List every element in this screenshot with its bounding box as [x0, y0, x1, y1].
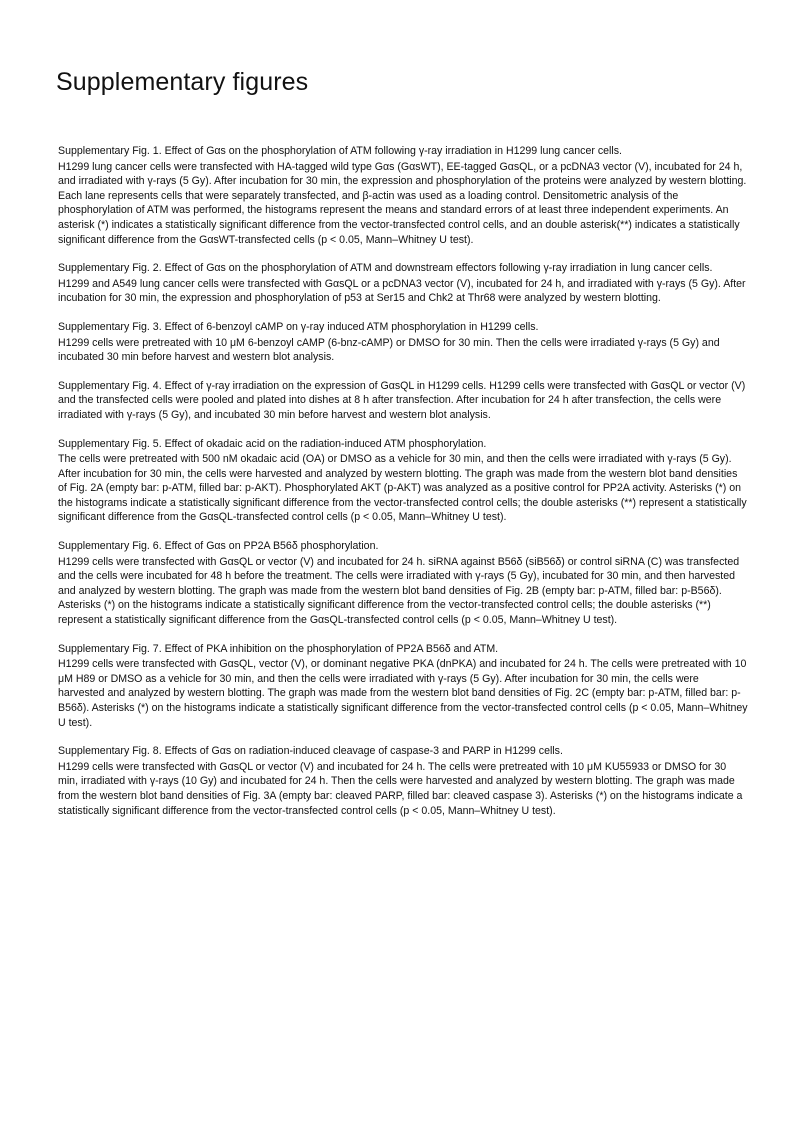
figure-heading-1: Supplementary Fig. 1. Effect of Gαs on the phosphorylation of ATM following γ-ray irradiation in H1299 lung cancer cells.	[58, 145, 622, 157]
figure-body-3: H1299 cells were pretreated with 10 μM 6-benzoyl cAMP (6-bnz-cAMP) or DMSO for 30 min. Then the cells were irradiated γ-rays (5 Gy) and incubated 30 min before harvest and western blot analysis.	[58, 336, 720, 364]
figure-legend-8	[58, 744, 748, 818]
figure-heading-2: Supplementary Fig. 2. Effect of Gαs on the phosphorylation of ATM and downstream effectors following γ-ray irradiation in lung cancer cells.	[58, 262, 713, 275]
figure-body-6: H1299 cells were transfected with GαsQL or vector (V) and incubated for 24 h. siRNA against B56δ (siB56δ) or control siRNA (C) was transfected and the cells were incubated for 48 h before the treatment. The cells were irradiated with γ-rays (5 Gy), incubated for 30 min, and then harvested and analyzed by western blotting. The graph was made from the western blot band densities of Fig. 2B (empty bar: p-ATM, filled bar: p-B56δ). Asterisks (*) on the histograms indicate a statistically significant difference from the vector-transfected control cells; the double asterisks (**) represent a statistically significant difference from the GαsQL-transfected control cells (p < 0.05, Mann–Whitney U test).	[58, 555, 740, 627]
figure-body-2: H1299 and A549 lung cancer cells were transfected with GαsQL or a pcDNA3 vector (V), incubated for 24 h, and irradiated with γ-rays (5 Gy). After incubation for 30 min, the expression and phosphorylation of p53 at Ser15 and Chk2 at Thr68 were analyzed by western blotting.	[58, 277, 746, 305]
figure-legend-2	[58, 261, 748, 306]
figure-heading-5: Supplementary Fig. 5. Effect of okadaic acid on the radiation-induced ATM phosphorylation.	[58, 437, 487, 450]
figure-body-1: H1299 lung cancer cells were transfected with HA-tagged wild type Gαs (GαsWT), EE-tagged GαsQL, or a pcDNA3 vector (V), incubated for 24 h, and irradiated with γ-rays (5 Gy). After incubation for 30 min, the expression and phosphorylation of the proteins were analyzed by western blotting. Each lane represents cells that were separately transfected, and β-actin was used as a loading control. Densitometric analysis of the phosphorylation of ATM was performed, the histograms represent the means and standard errors of at least three independent experiments. An asterisk (*) indicates a statistically significant difference from the vector-transfected control cells, and an double asterisk(**) indicates a statistically significant difference from the GαsWT-transfected cells (p < 0.05, Mann–Whitney U test).	[58, 160, 747, 246]
figure-heading-7: Supplementary Fig. 7. Effect of PKA inhibition on the phosphorylation of PP2A B56δ and ATM.	[58, 642, 499, 655]
figure-body-5: The cells were pretreated with 500 nM okadaic acid (OA) or DMSO as a vehicle for 30 min, and then the cells were irradiated with γ-rays (5 Gy). After incubation for 30 min, the cells were harvested and analyzed by western blotting. The graph was made from the western blot band densities of Fig. 2A (empty bar: p-ATM, filled bar: p-AKT). Phosphorylated AKT (p-AKT) was analyzed as a positive control for PP2A activity. Asterisks (*) on the histograms indicate a statistically significant difference from the vector-transfected control cells; the double asterisks (**) represent a statistically significant difference from the GαsQL-transfected control cells (p < 0.05, Mann–Whitney U test).	[58, 453, 747, 524]
figure-body-8: H1299 cells were transfected with GαsQL or vector (V) and incubated for 24 h. The cells were pretreated with 10 μM KU55933 or DMSO for 30 min, irradiated with γ-rays (10 Gy) and incubated for 24 h. Then the cells were harvested and analyzed by western blotting. The graph was made from the western blot band densities of Fig. 3A (empty bar: cleaved PARP, filled bar: cleaved caspase 3). Asterisks (*) on the histograms indicate a statistically significant difference from the vector-transfected control cells (p < 0.05, Mann–Whitney U test).	[58, 760, 743, 817]
figure-heading-8: Supplementary Fig. 8. Effects of Gαs on radiation-induced cleavage of caspase-3 and PARP in H1299 cells.	[58, 745, 563, 758]
figure-legend-list	[58, 144, 748, 832]
figure-heading-3: Supplementary Fig. 3. Effect of 6-benzoyl cAMP on γ-ray induced ATM phosphorylation in H1299 cells.	[58, 320, 539, 333]
figure-legend-1	[58, 144, 748, 247]
page-title: Supplementary figures	[56, 68, 309, 96]
figure-legend-7	[58, 642, 748, 731]
figure-legend-6	[58, 539, 748, 628]
figure-legend-4	[58, 379, 748, 423]
figure-heading-6: Supplementary Fig. 6. Effect of Gαs on PP2A B56δ phosphorylation.	[58, 540, 379, 553]
figure-body-4: Supplementary Fig. 4. Effect of γ-ray irradiation on the expression of GαsQL in H1299 cells. H1299 cells were transfected with GαsQL or vector (V) and the transfected cells were pooled and plated into dishes at 8 h after transfection. After incubation for 24 h after transfection, the cells were irradiated with γ-rays (5 Gy), and incubated 30 min before harvest and western blot analysis.	[58, 379, 746, 421]
figure-legend-3	[58, 320, 748, 365]
figure-legend-5	[58, 437, 748, 526]
figure-body-7: H1299 cells were transfected with GαsQL, vector (V), or dominant negative PKA (dnPKA) and incubated for 24 h. The cells were pretreated with 10 μM H89 or DMSO as a vehicle for 30 min, and then the cells were irradiated with γ-rays (5 Gy). After incubation for 30 min, the cells were harvested and analyzed by western blotting. The graph was made from the western blot band densities of Fig. 2C (empty bar: p-ATM, filled bar: p-B56δ). Asterisks (*) on the histograms indicate a statistically significant difference from the vector-transfected control cells (p < 0.05, Mann–Whitney U test).	[58, 658, 748, 729]
